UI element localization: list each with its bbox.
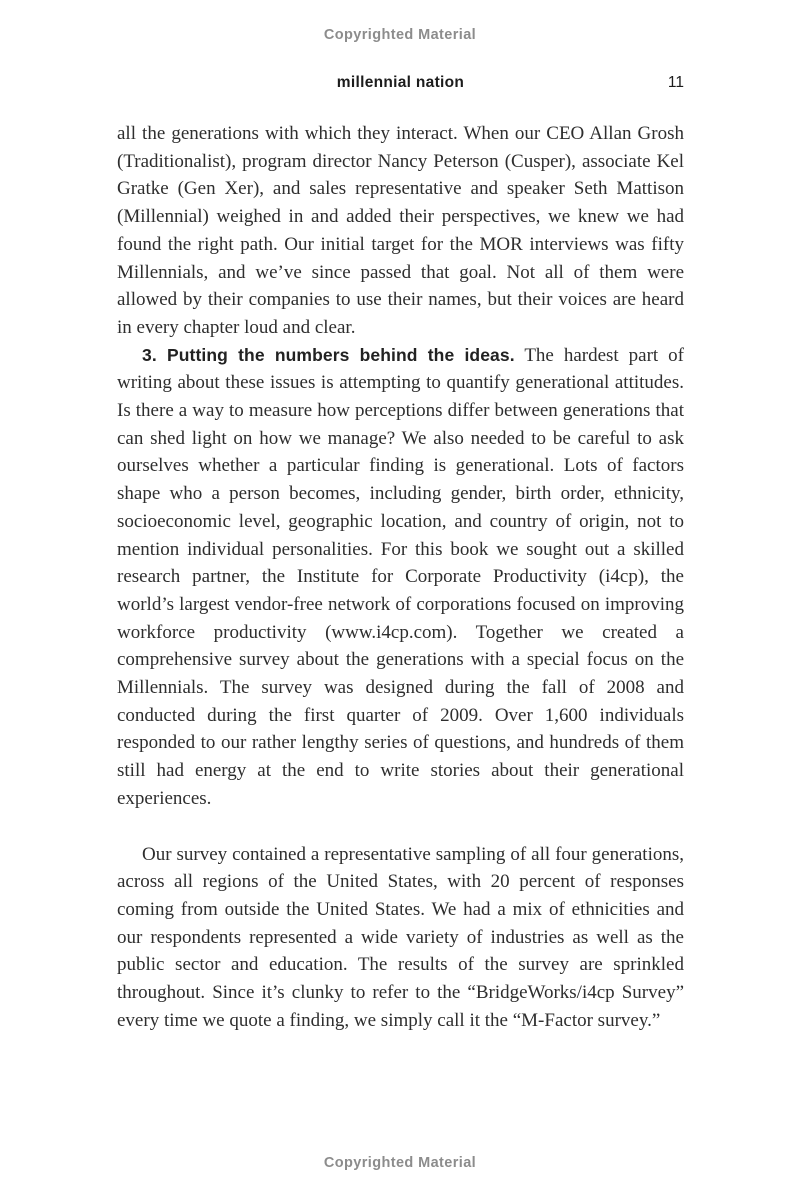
paragraph-numbered-point (117, 342, 684, 813)
page-number: 11 (667, 74, 684, 91)
paragraph-continuation: all the generations with which they interact. When our CEO Allan Grosh (Traditionalist), program director Nancy Peterson (Cusper), associate Kel Gratke (Gen Xer), and sales representative and speaker Seth Mattison (Millennial) weighed in and added their perspectives, we knew we had found the right path. Our initial target for the MOR interviews was fifty Millennials, and we’ve since passed that goal. Not all of them were allowed by their companies to use their names, but their voices are heard in every chapter loud and clear. (117, 123, 684, 338)
numbered-point-heading: 3. Putting the numbers behind the ideas. (142, 344, 515, 365)
paragraph-survey: Our survey contained a representative sampling of all four generations, across all regions of the United States, with 20 percent of responses coming from outside the United States. We had a mix of ethnicities and our respondents represented a wide variety of industries as well as the public sector and education. The results of the survey are sprinkled throughout. Since it’s clunky to refer to the “BridgeWorks/i4cp Survey” every time we quote a finding, we simply call it the “M-Factor survey.” (117, 843, 684, 1031)
copyright-notice-top: Copyrighted Material (323, 27, 477, 43)
running-title: millennial nation (336, 74, 465, 91)
body-text (117, 120, 684, 1035)
copyright-notice-bottom: Copyrighted Material (323, 1155, 477, 1171)
paragraph-text: The hardest part of writing about these issues is attempting to quantify generational attitudes. Is there a way to measure how perceptions differ between generations that can shed light on how we manage? We also needed to be careful to ask ourselves whether a particular finding is generational. Lots of factors shape who a person becomes, including gender, birth order, ethnicity, socioeconomic level, geographic location, and country of origin, not to mention individual personalities. For this book we sought out a skilled research partner, the Institute for Corporate Productivity (i4cp), the world’s largest vendor-free network of corporations focused on improving workforce productivity (www.i4cp.com). Together we created a comprehensive survey about the generations with a special focus on the Millennials. The survey was designed during the fall of 2008 and conducted during the first quarter of 2009. Over 1,600 individuals responded to our rather lengthy series of questions, and hundreds of them still had energy at the end to write stories about their generational experiences. (117, 344, 684, 809)
page-header (117, 74, 684, 96)
